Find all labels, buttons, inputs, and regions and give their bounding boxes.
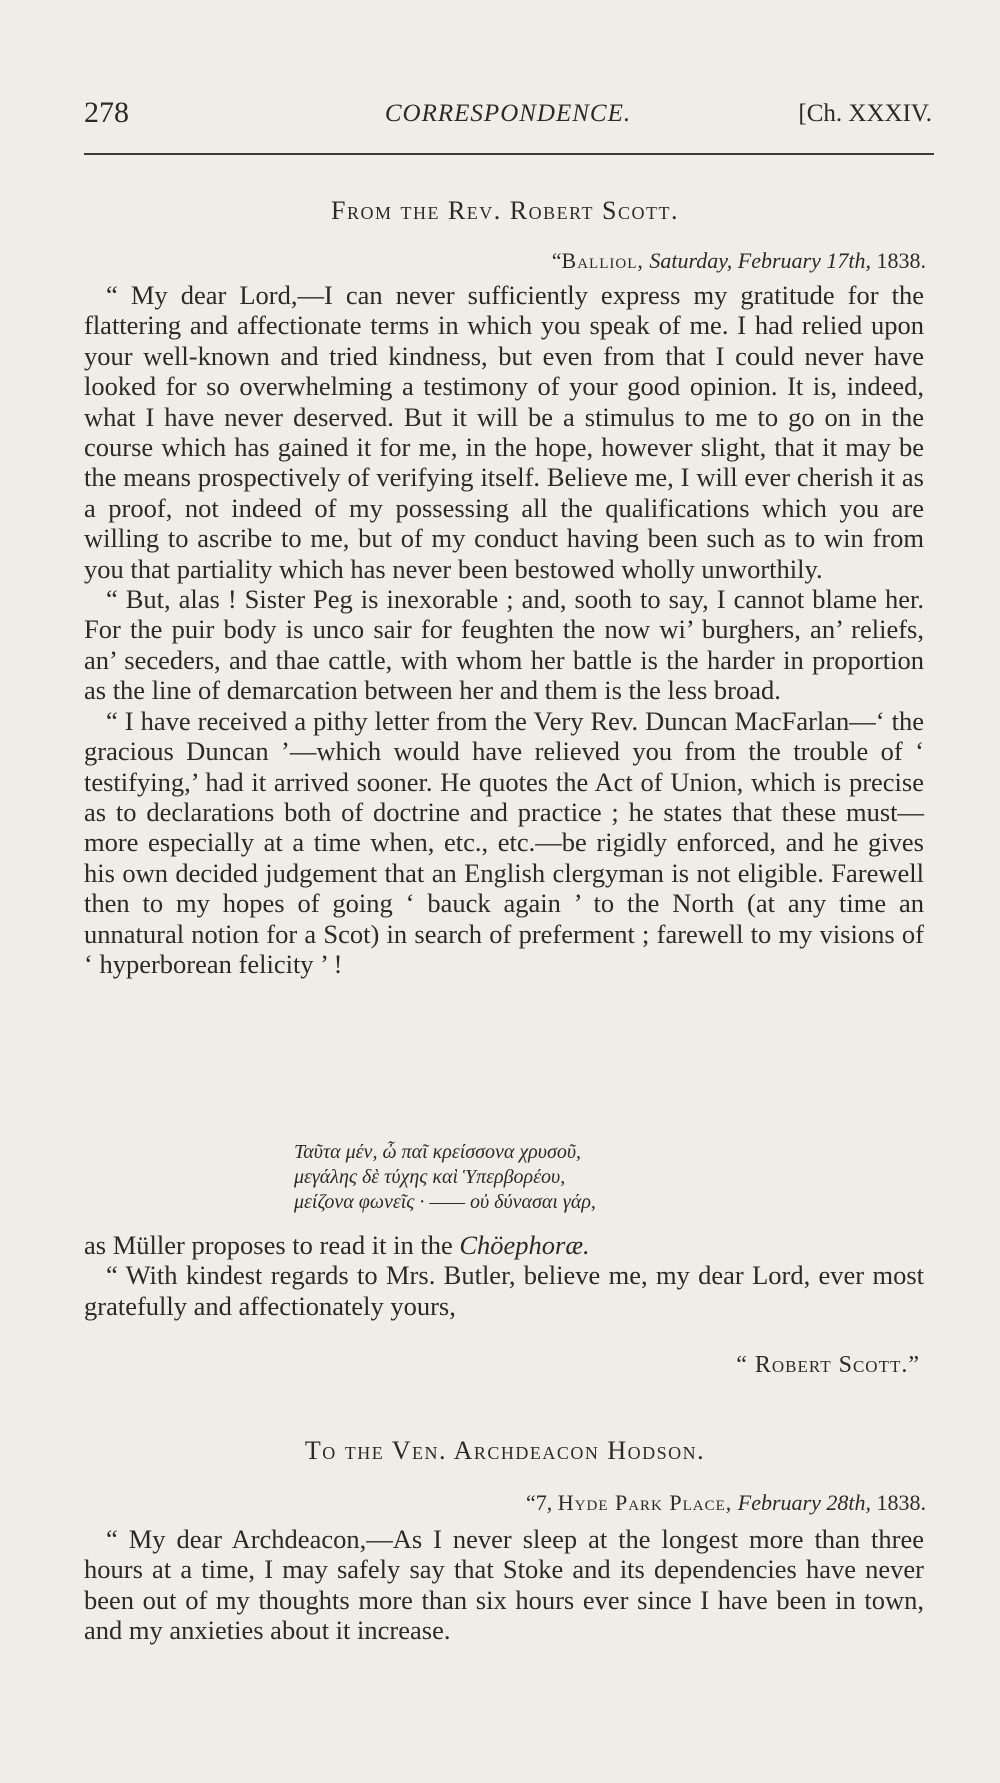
letter1-closing: “ With kindest regards to Mrs. Butler, believe me, my dear Lord, ever most gratefully and affectionately yours, — [84, 1260, 924, 1321]
letter2-heading: To the Ven. Archdeacon Hodson. — [304, 1436, 706, 1465]
letter1-paragraph: “ But, alas ! Sister Peg is inexorable ; and, sooth to say, I cannot blame her. For the puir body is unco sair for feughten the now wi’ burghers, an’ reliefs, an’ seceders, and thae cattle, with whom her battle is the harder in proportion as the line of demarcation between her and them is the less broad. — [84, 584, 924, 706]
greek-line: μείζονα φωνεῖς · —— οὐ δύνασαι γάρ, — [294, 1191, 596, 1213]
work-title: Chöephoræ. — [459, 1230, 590, 1260]
dateline-quote: “7, — [526, 1490, 553, 1515]
dateline-place: Balliol, — [561, 248, 644, 273]
signature-text: “ Robert Scott.” — [736, 1352, 920, 1378]
greek-quotation — [294, 1140, 814, 1215]
letter1-signature — [736, 1352, 920, 1379]
dateline-date: February 17th, — [737, 248, 871, 273]
after-greek-line — [84, 1230, 924, 1260]
dateline-year: 1838. — [876, 248, 926, 273]
running-title: CORRESPONDENCE. — [384, 100, 632, 127]
header-rule — [84, 153, 934, 155]
letter2-body — [84, 1524, 924, 1646]
running-head — [84, 96, 932, 136]
letter2-dateline — [526, 1490, 926, 1516]
greek-line: μεγάλης δὲ τύχης καὶ Ὑπερβορέου, — [294, 1166, 566, 1188]
dateline-date: February 28th, — [737, 1490, 871, 1515]
letter2-paragraph: “ My dear Archdeacon,—As I never sleep at the longest more than three hours at a time, I may safely say that Stoke and its dependencies have never been out of my thoughts more than six hours ever since I have been in town, and my anxieties about it increase. — [84, 1524, 924, 1646]
dateline-year: 1838. — [876, 1490, 926, 1515]
greek-line: Ταῦτα μέν, ὦ παῖ κρείσσονα χρυσοῦ, — [294, 1141, 581, 1163]
dateline-place: Hyde Park Place, — [557, 1490, 733, 1515]
letter1-dateline — [552, 248, 926, 274]
chapter-label: [Ch. XXXIV. — [798, 100, 932, 127]
letter1-heading: From the Rev. Robert Scott. — [330, 196, 679, 225]
letter1-closing-block — [84, 1230, 924, 1321]
dateline-quote: “ — [551, 248, 562, 273]
letter1-paragraph: “ My dear Lord,—I can never sufficiently express my gratitude for the flattering and affectionate terms in which you speak of me. I had relied upon your well-known and tried kindness, but even from that I could never have looked for so overwhelming a testimony of your good opinion. It is, indeed, what I have never deserved. But it will be a stimulus to me to go on in the course which has gained it for me, in the hope, however slight, that it may be the means prospectively of verifying itself. Believe me, I will ever cherish it as a proof, not indeed of my possessing all the qualifications which you are willing to ascribe to me, but of my conduct having been such as to win from you that partiality which has never been bestowed wholly unworthily. — [84, 280, 924, 584]
letter1-paragraph: “ I have received a pithy letter from the Very Rev. Duncan MacFarlan—‘ the gracious Duncan ’—which would have relieved you from the trouble of ‘ testifying,’ had it arrived sooner. He quotes the Act of Union, which is precise as to declarations both of doctrine and practice ; he states that these must—more especially at a time when, etc., etc.—be rigidly enforced, and he gives his own decided judgement that an English clergyman is not eligible. Farewell then to my hopes of going ‘ bauck again ’ to the North (at any time an unnatural notion for a Scot) in search of preferment ; farewell to my visions of ‘ hyperborean felicity ’ ! — [84, 705, 924, 979]
page-number: 278 — [84, 96, 129, 129]
letter1-body — [84, 280, 924, 979]
dateline-day: Saturday, — [649, 248, 733, 273]
after-greek-text: as Müller proposes to read it in the — [84, 1230, 453, 1260]
